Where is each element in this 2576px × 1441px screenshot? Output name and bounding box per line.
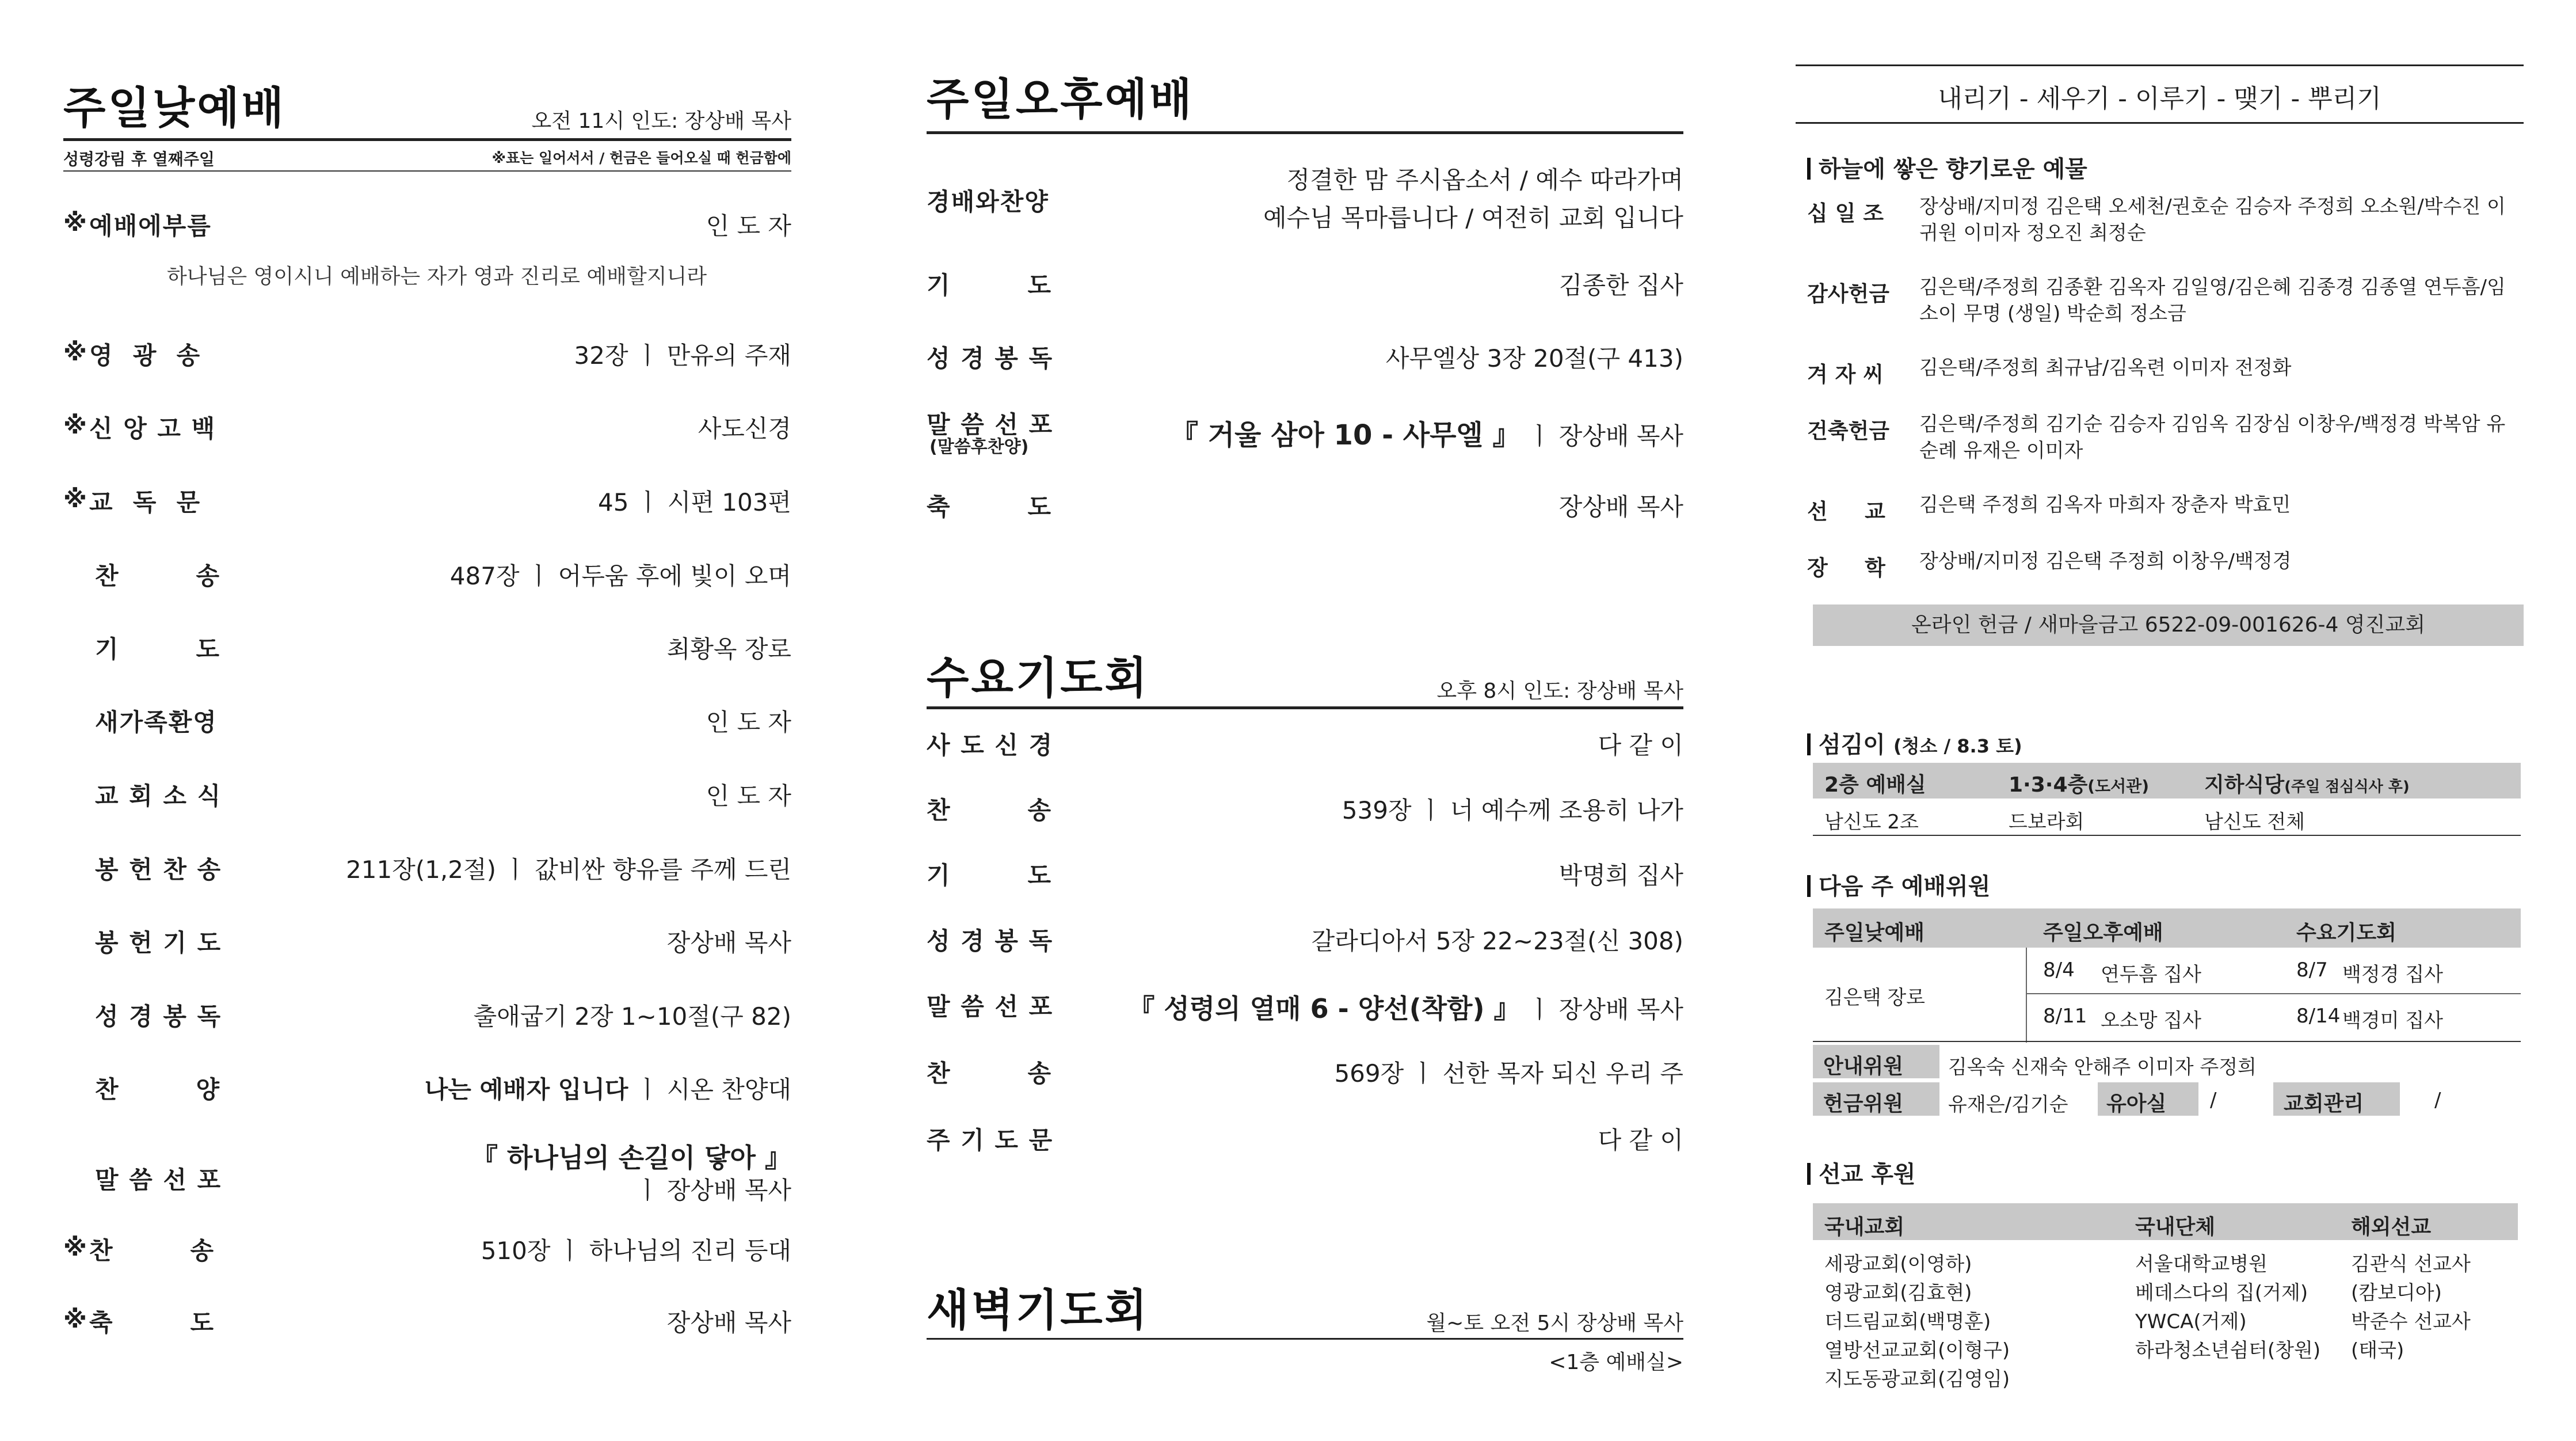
afternoon-rule (927, 131, 1683, 134)
order-value: 다 같 이 (1598, 1126, 1683, 1154)
offering-names: 김은택 주정희 김옥자 마희자 장춘자 박효민 (1919, 493, 2291, 516)
usher-label: 안내위원 (1823, 1055, 1904, 1078)
order-label: 기 도 (95, 635, 221, 663)
praise-songs-line2: 예수님 목마릅니다 / 여전히 교회 입니다 (1263, 204, 1683, 232)
afternoon-wednesday-column (927, 0, 1683, 1441)
offering-title: 하늘에 쌓은 향기로운 예물 (1819, 156, 2087, 182)
order-label: 찬 송 (927, 1059, 1053, 1088)
anthem-choir: ㅣ 시온 찬양대 (628, 1075, 791, 1104)
order-row (63, 998, 791, 1038)
list-item: (캄보디아) (2351, 1282, 2442, 1305)
order-label: 교 회 소 식 (95, 782, 222, 810)
next-wednesday-name: 백정경 집사 (2342, 963, 2444, 986)
order-label: 말 씀 선 포 (927, 993, 1054, 1021)
order-label: 기 도 (927, 861, 1053, 889)
order-label: 기 도 (927, 271, 1053, 299)
order-row (63, 704, 791, 744)
offering-names: 김은택/주정희 최규남/김옥련 이미자 전정화 (1919, 356, 2292, 379)
order-label: 성 경 봉 독 (95, 1002, 222, 1031)
next-row-divider (2026, 993, 2521, 994)
offering-names: 장상배/지미정 김은택 주정희 이창우/백정경 (1919, 550, 2292, 573)
offering-label: 십 일 조 (1807, 201, 1884, 226)
offering-label: 장 학 (1807, 556, 1885, 580)
dawn-place: <1층 예배실> (1549, 1351, 1683, 1374)
list-item: 더드림교회(백명훈) (1824, 1310, 1991, 1333)
call-to-worship-row (63, 207, 791, 248)
order-value: 갈라디아서 5장 22~23절(신 308) (1311, 927, 1683, 955)
next-morning-leader: 김은택 장로 (1824, 986, 1926, 1009)
order-value: 510장 ㅣ 하나님의 진리 등대 (481, 1237, 791, 1265)
online-offering-banner: 온라인 헌금 / 새마을금고 6522-09-001626-4 영진교회 (1813, 604, 2524, 646)
list-item: 베데스다의 집(거제) (2135, 1282, 2308, 1305)
morning-subtitle: 성령강림 후 열째주일 (63, 150, 215, 169)
serving-header-floor134 (2009, 769, 2149, 798)
order-value: 32장 ㅣ 만유의 주재 (574, 341, 791, 370)
order-sublabel: (말씀후찬양) (929, 437, 1029, 457)
order-value (1171, 413, 1683, 453)
sermon-title: 『 하나님의 손길이 닿아 』 (471, 1142, 791, 1173)
call-to-worship-verse: 하나님은 영이시니 예배하는 자가 영과 진리로 예배할지니라 (167, 265, 707, 288)
mission-header-domestic-org: 국내단체 (2135, 1215, 2216, 1239)
sermon-preacher: ㅣ 장상배 목사 (635, 1176, 791, 1204)
lunch-note: (주일 점심식사 후) (2284, 778, 2410, 796)
order-value: 최황옥 장로 (666, 635, 791, 663)
sermon-title: 『 성령의 열매 6 - 양선(착함) 』 (1128, 993, 1521, 1024)
mission-heading (1807, 1156, 1916, 1189)
order-label: 봉 헌 기 도 (95, 929, 222, 957)
anthem-title: 나는 예배자 입니다 (424, 1075, 628, 1104)
order-row (63, 410, 791, 450)
order-label: 경배와찬양 (927, 188, 1049, 216)
serving-header-basement (2204, 769, 2410, 798)
offering-names: 김은택/주정희 김기순 김승자 김임옥 김장심 이창우/백정경 박복암 유순례 유재은 이미자 (1919, 413, 2506, 462)
next-wednesday-date: 8/7 (2296, 959, 2328, 982)
serving-title: 섬김이 (1819, 732, 1885, 758)
list-item: 김관식 선교사 (2351, 1253, 2471, 1276)
next-week-title: 다음 주 예배위원 (1819, 873, 1991, 900)
order-label: 영 광 송 (89, 341, 201, 370)
order-label: 찬 양 (95, 1075, 221, 1104)
heading-bar (1807, 1163, 1811, 1185)
order-label: 말 씀 선 포 (927, 410, 1054, 439)
serving-header-floor2: 2층 예배실 (1824, 773, 1926, 797)
order-value: 인 도 자 (706, 708, 791, 736)
serving-basement-value: 남신도 전체 (2204, 811, 2306, 834)
serving-floor134-value: 드보라회 (2009, 811, 2085, 834)
order-value: 사무엘상 3장 20절(구 413) (1385, 344, 1683, 372)
order-value: 장상배 목사 (666, 1309, 791, 1337)
order-value: 569장 ㅣ 선한 목자 되신 우리 주 (1334, 1059, 1683, 1088)
order-value: 539장 ㅣ 너 예수께 조용히 나가 (1342, 796, 1683, 824)
order-label: 사 도 신 경 (927, 731, 1054, 759)
morning-sub-rule (63, 170, 791, 172)
mission-header-overseas: 해외선교 (2351, 1215, 2432, 1239)
order-label: 성 경 봉 독 (927, 927, 1054, 955)
heading-bar (1807, 733, 1811, 755)
next-afternoon-name: 오소망 집사 (2101, 1009, 2202, 1032)
sermon-preacher: ㅣ 장상배 목사 (1520, 995, 1683, 1024)
list-item: (태국) (2351, 1339, 2404, 1362)
next-header-morning: 주일낮예배 (1824, 921, 1925, 945)
order-value: 출애굽기 2장 1~10절(구 82) (473, 1002, 791, 1031)
order-label: 찬 송 (927, 796, 1053, 824)
morning-time-info: 오전 11시 인도: 장상배 목사 (531, 109, 791, 133)
order-label: 봉 헌 찬 송 (95, 856, 222, 884)
order-row (63, 337, 791, 377)
church-management-label: 교회관리 (2284, 1092, 2364, 1116)
next-week-heading (1807, 868, 1990, 901)
next-col-divider (2026, 948, 2027, 1043)
order-row (927, 406, 1683, 458)
offering-label: 겨 자 씨 (1807, 362, 1884, 387)
offering-committee-names: 유재은/김기순 (1948, 1093, 2068, 1116)
standing-mark: ※ (63, 485, 87, 513)
morning-title-rule (63, 138, 791, 141)
order-value (425, 1071, 791, 1105)
next-afternoon-name: 연두흠 집사 (2101, 963, 2202, 986)
order-row (63, 1142, 791, 1229)
wednesday-rule (927, 706, 1683, 709)
heading-bar (1807, 158, 1811, 180)
serving-heading (1807, 727, 2022, 759)
next-wednesday-date: 8/14 (2296, 1005, 2341, 1028)
sermon-preacher: ㅣ 장상배 목사 (1520, 422, 1683, 450)
nursery-names: / (2210, 1089, 2217, 1112)
next-week-rule (1813, 1041, 2521, 1042)
basement-label: 지하식당 (2204, 773, 2285, 797)
offering-committee-label: 헌금위원 (1823, 1092, 1904, 1116)
church-management-names: / (2434, 1089, 2441, 1112)
order-row (63, 630, 791, 671)
church-motto: 내리기 - 세우기 - 이루기 - 맺기 - 뿌리기 (1938, 84, 2381, 113)
standing-mark: ※ (63, 411, 87, 439)
order-row (63, 1232, 791, 1272)
sermon-title: 『 거울 삼아 10 - 사무엘 』 (1170, 419, 1521, 451)
order-value: 인 도 자 (706, 782, 791, 810)
list-item: 열방선교교회(이형구) (1824, 1339, 2010, 1362)
call-to-worship-leader: 인 도 자 (706, 212, 791, 240)
list-item: 서울대학교병원 (2135, 1253, 2268, 1276)
order-row (63, 484, 791, 524)
motto-bottom-rule (1796, 122, 2524, 124)
next-wednesday-name: 백경미 집사 (2342, 1009, 2444, 1032)
library-label: (도서관) (2087, 777, 2150, 796)
order-value: 45 ㅣ 시편 103편 (598, 488, 791, 516)
floors-label: 1·3·4층 (2009, 773, 2088, 797)
order-label: 축 도 (927, 493, 1053, 521)
next-afternoon-date: 8/4 (2043, 959, 2075, 982)
praise-songs-line1: 정결한 맘 주시옵소서 / 예수 따라가며 (1286, 166, 1683, 194)
list-item: 영광교회(김효현) (1824, 1282, 1972, 1305)
order-label: 찬 송 (89, 1237, 215, 1265)
order-row (63, 1071, 791, 1111)
order-value: 사도신경 (698, 415, 791, 443)
order-row (63, 777, 791, 818)
offering-names: 장상배/지미정 김은택 오세천/권호순 김승자 주정희 오소원/박수진 이귀원 이미자 정오진 최정순 (1919, 195, 2506, 245)
order-label: 주 기 도 문 (927, 1126, 1054, 1154)
order-value: 211장(1,2절) ㅣ 값비싼 향유를 주께 드린 (346, 856, 791, 884)
call-to-worship-label: 예배에부름 (89, 212, 212, 240)
order-row (63, 1304, 791, 1344)
list-item: 박준수 선교사 (2351, 1310, 2471, 1333)
order-label: 교 독 문 (89, 488, 201, 516)
offering-label: 선 교 (1807, 499, 1885, 524)
order-label: 축 도 (89, 1309, 215, 1337)
offering-label: 건축헌금 (1807, 419, 1889, 443)
order-value: 487장 ㅣ 어두움 후에 빛이 오며 (449, 562, 791, 590)
order-value (1128, 988, 1683, 1026)
order-label: 새가족환영 (95, 708, 218, 736)
morning-service-column (63, 0, 791, 1441)
order-label: 신 앙 고 백 (89, 415, 216, 443)
standing-mark: ※ (63, 208, 87, 237)
heading-bar (1807, 875, 1811, 897)
offerings-column (1796, 0, 2524, 1441)
offering-label: 감사헌금 (1807, 282, 1889, 306)
motto-top-rule (1796, 64, 2524, 66)
list-item: YWCA(거제) (2135, 1310, 2247, 1333)
dawn-time-info: 월~토 오전 5시 장상배 목사 (1426, 1311, 1683, 1335)
offering-heading (1807, 151, 2087, 184)
serving-bottom-rule (1813, 835, 2521, 836)
order-label: 말 씀 선 포 (95, 1166, 222, 1194)
order-row (63, 924, 791, 964)
nursery-label: 유아실 (2106, 1092, 2167, 1116)
dawn-rule (927, 1338, 1683, 1340)
list-item: 세광교회(이영하) (1824, 1253, 1972, 1276)
next-afternoon-date: 8/11 (2043, 1005, 2087, 1028)
order-value: 장상배 목사 (1558, 493, 1683, 521)
offering-names: 김은택/주정희 김종환 김옥자 김일영/김은혜 김종경 김종열 연두흠/임소이 무명 (생일) 박순희 정소금 (1919, 276, 2506, 325)
standing-mark: ※ (63, 1233, 87, 1261)
next-header-afternoon: 주일오후예배 (2043, 921, 2163, 945)
wednesday-title: 수요기도회 (927, 652, 1150, 704)
morning-title: 주일낮예배 (63, 82, 287, 134)
order-value: 다 같 이 (1598, 731, 1683, 759)
wednesday-time-info: 오후 8시 인도: 장상배 목사 (1436, 679, 1683, 703)
order-value: 김종한 집사 (1558, 271, 1683, 299)
morning-note: ※표는 일어서서 / 헌금은 들어오실 때 헌금함에 (491, 150, 791, 166)
mission-header-domestic-church: 국내교회 (1824, 1215, 1905, 1239)
mission-title: 선교 후원 (1819, 1161, 1916, 1188)
order-value: 박명희 집사 (1558, 861, 1683, 889)
usher-names: 김옥숙 신재숙 안해주 이미자 주정희 (1948, 1056, 2257, 1079)
next-header-wednesday: 수요기도회 (2296, 921, 2396, 945)
worship-praise-row (927, 161, 1683, 236)
list-item: 지도동광교회(김영임) (1824, 1368, 2010, 1391)
afternoon-title: 주일오후예배 (927, 74, 1194, 125)
order-label: 찬 송 (95, 562, 221, 590)
order-value: 장상배 목사 (666, 929, 791, 957)
dawn-title: 새벽기도회 (927, 1284, 1150, 1336)
order-row (63, 557, 791, 598)
order-label: 성 경 봉 독 (927, 344, 1054, 372)
serving-floor2-value: 남신도 2조 (1824, 811, 1919, 834)
list-item: 하라청소년쉼터(창원) (2135, 1339, 2321, 1362)
standing-mark: ※ (63, 338, 87, 366)
order-row (63, 851, 791, 891)
serving-subtitle: (청소 / 8.3 토) (1893, 735, 2022, 757)
standing-mark: ※ (63, 1305, 87, 1333)
